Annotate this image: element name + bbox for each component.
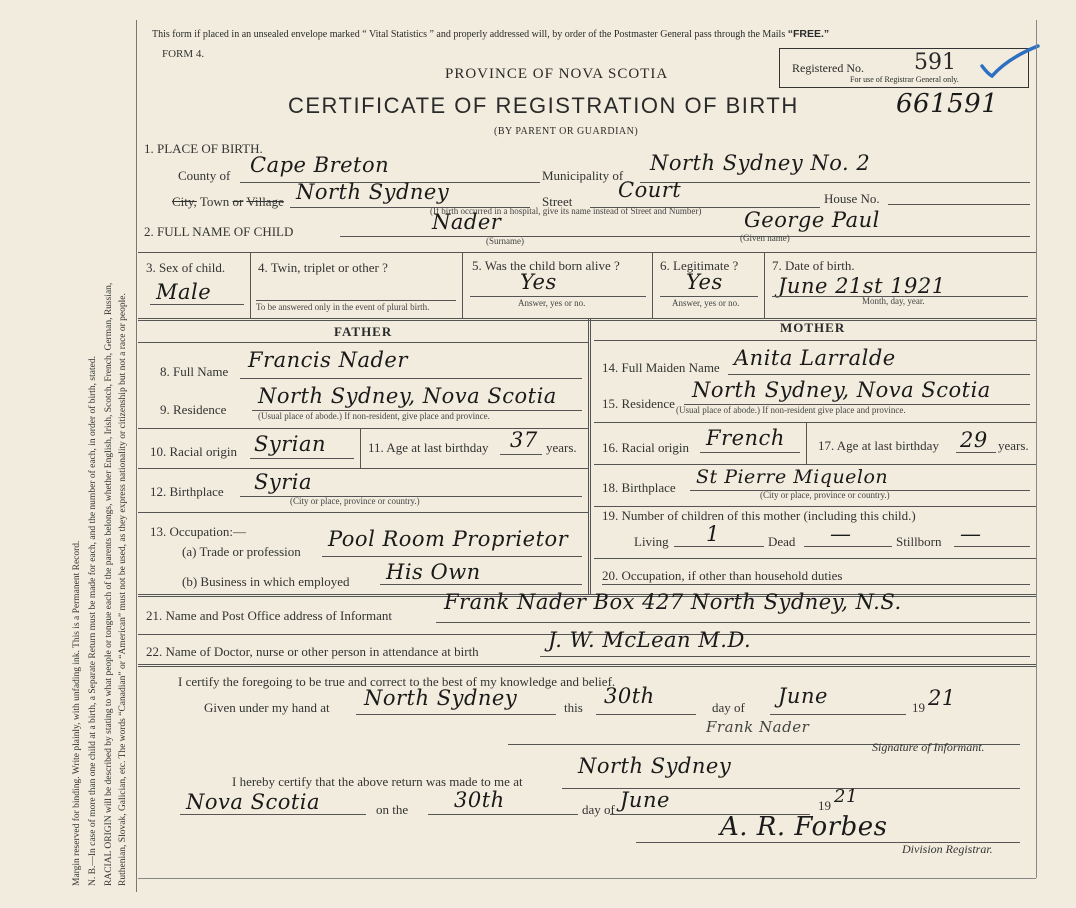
county-label: County of xyxy=(178,168,231,183)
side-note-1: Margin reserved for binding. Write plainly, with unfading ink. This is a Permanent Record. xyxy=(72,540,82,886)
mother-heading: MOTHER xyxy=(780,320,846,335)
province-heading: PROVINCE OF NOVA SCOTIA xyxy=(445,66,669,82)
father-birthplace: Syria xyxy=(254,470,313,494)
date-label: 7. Date of birth. xyxy=(772,258,855,273)
informant-signature-label: Signature of Informant. xyxy=(872,740,985,754)
sex-value: Male xyxy=(156,280,212,304)
mother-years: years. xyxy=(998,438,1029,453)
father-race: Syrian xyxy=(254,432,327,456)
mother-occupation-label: 20. Occupation, if other than household duties xyxy=(602,568,843,583)
father-name-label: 8. Full Name xyxy=(160,364,229,379)
father-birthplace-note: (City or place, province or country.) xyxy=(290,496,420,506)
mother-race-label: 16. Racial origin xyxy=(602,440,690,455)
legitimate-note: Answer, yes or no. xyxy=(672,298,740,308)
registrar-day-of-label: day of xyxy=(582,802,615,817)
registrar-signature: A. R. Forbes xyxy=(720,812,888,842)
form-number: FORM 4. xyxy=(162,48,205,60)
living-value: 1 xyxy=(706,522,720,546)
top-notice: This form if placed in an unsealed envelope marked “ Vital Statistics ” and properly addressed will, by order of the Postmaster General pass through the Mails “FREE.” xyxy=(152,28,830,40)
child-given-name: George Paul xyxy=(744,208,880,232)
mother-residence: North Sydney, Nova Scotia xyxy=(692,378,991,402)
registrar-month: June xyxy=(620,788,670,812)
legitimate-value: Yes xyxy=(686,270,723,294)
place-heading: 1. PLACE OF BIRTH. xyxy=(144,141,263,156)
hospital-note: (If birth occurred in a hospital, give its name instead of Street and Number) xyxy=(430,206,702,216)
registered-label: Registered No. xyxy=(792,61,864,75)
surname-note: (Surname) xyxy=(486,236,524,246)
twin-note: To be answered only in the event of plural birth. xyxy=(256,302,430,312)
margin-line xyxy=(136,20,137,892)
trade-value: Pool Room Proprietor xyxy=(328,527,569,551)
alive-value: Yes xyxy=(520,270,557,294)
day-of-label: day of xyxy=(712,700,745,715)
mother-birthplace-note: (City or place, province or country.) xyxy=(760,490,890,500)
mother-race: French xyxy=(706,426,785,450)
informant-label: 21. Name and Post Office address of Informant xyxy=(146,608,392,623)
registered-number: 591 xyxy=(914,50,956,75)
town-value: North Sydney xyxy=(296,180,450,204)
mother-age: 29 xyxy=(960,428,988,452)
alive-note: Answer, yes or no. xyxy=(518,298,586,308)
informant-value: Frank Nader Box 427 North Sydney, N.S. xyxy=(444,590,902,614)
father-birthplace-label: 12. Birthplace xyxy=(150,484,224,499)
street-label: Street xyxy=(542,194,573,209)
father-residence-note: (Usual place of abode.) If non-resident, give place and province. xyxy=(258,411,490,421)
registrar-title: Division Registrar. xyxy=(902,842,993,856)
mother-name: Anita Larralde xyxy=(734,346,896,370)
county-value: Cape Breton xyxy=(250,153,390,177)
date-value: June 21st 1921 xyxy=(778,274,946,298)
given-under-label: Given under my hand at xyxy=(204,700,330,715)
mother-age-label: 17. Age at last birthday xyxy=(818,438,939,453)
alive-label: 5. Was the child born alive ? xyxy=(472,258,620,273)
town-label: City, Town or Village xyxy=(172,194,284,209)
certificate-title: CERTIFICATE OF REGISTRATION OF BIRTH xyxy=(288,93,799,118)
year-suffix: 21 xyxy=(928,686,956,710)
mother-birthplace-label: 18. Birthplace xyxy=(602,480,676,495)
certificate-number: 661591 xyxy=(896,89,999,119)
date-note: Month, day, year. xyxy=(862,296,925,306)
given-day: 30th xyxy=(604,684,655,708)
father-residence-label: 9. Residence xyxy=(160,402,227,417)
stillborn-label: Stillborn xyxy=(896,534,942,549)
trade-label: (a) Trade or profession xyxy=(182,544,301,559)
registrar-statement: I hereby certify that the above return was made to me at xyxy=(232,774,523,789)
certificate-subtitle: (BY PARENT OR GUARDIAN) xyxy=(494,126,639,137)
father-race-label: 10. Racial origin xyxy=(150,444,238,459)
father-age: 37 xyxy=(510,428,538,452)
municipality-label: Municipality of xyxy=(542,168,624,183)
twin-label: 4. Twin, triplet or other ? xyxy=(258,260,388,275)
occupation-label: 13. Occupation:— xyxy=(150,524,247,539)
certify-statement: I certify the foregoing to be true and correct to the best of my knowledge and belief. xyxy=(178,674,616,689)
side-note-3: RACIAL ORIGIN will be described by stating to what people or tongue each of the parents belongs, whether English, Irish, Scotch, French, German, Russian, xyxy=(104,282,114,886)
informant-signature: Frank Nader xyxy=(706,718,810,736)
mother-residence-note: (Usual place of abode.) If non-resident give place and province. xyxy=(676,405,906,415)
legitimate-label: 6. Legitimate ? xyxy=(660,258,739,273)
given-place: North Sydney xyxy=(364,686,518,710)
child-name-label: 2. FULL NAME OF CHILD xyxy=(144,224,294,239)
child-surname: Nader xyxy=(432,210,502,234)
dead-value: — xyxy=(830,522,852,546)
registered-note: For use of Registrar General only. xyxy=(850,75,959,84)
registrar-place-2: Nova Scotia xyxy=(186,790,321,814)
father-age-label: 11. Age at last birthday xyxy=(368,440,489,455)
business-label: (b) Business in which employed xyxy=(182,574,350,589)
father-residence: North Sydney, Nova Scotia xyxy=(258,384,557,408)
mother-birthplace: St Pierre Miquelon xyxy=(696,466,889,488)
registrar-day: 30th xyxy=(454,788,505,812)
living-label: Living xyxy=(634,534,669,549)
stillborn-value: — xyxy=(960,522,982,546)
on-the-label: on the xyxy=(376,802,409,817)
children-label: 19. Number of children of this mother (including this child.) xyxy=(602,508,916,523)
house-label: House No. xyxy=(824,191,880,206)
side-note-4: Ruthenian, Slovak, Galician, etc. The words “Canadian” or “American” must not be used, as they express nationality or citizenship but not a race or people. xyxy=(118,293,128,886)
father-heading: FATHER xyxy=(334,324,393,339)
mother-residence-label: 15. Residence xyxy=(602,396,675,411)
dead-label: Dead xyxy=(768,534,796,549)
father-years: years. xyxy=(546,440,577,455)
street-value: Court xyxy=(618,178,682,202)
check-mark-icon xyxy=(978,44,1042,80)
registrar-year-suffix: 21 xyxy=(834,786,858,807)
year-prefix: 19 xyxy=(912,700,925,715)
business-value: His Own xyxy=(386,560,481,584)
doctor-label: 22. Name of Doctor, nurse or other person in attendance at birth xyxy=(146,644,479,659)
given-month: June xyxy=(778,684,828,708)
this-label: this xyxy=(564,700,583,715)
municipality-value: North Sydney No. 2 xyxy=(650,151,871,175)
given-name-note: (Given name) xyxy=(740,233,790,243)
mother-name-label: 14. Full Maiden Name xyxy=(602,360,720,375)
father-name: Francis Nader xyxy=(248,348,408,372)
registrar-year-prefix: 19 xyxy=(818,798,831,813)
registrar-place-1: North Sydney xyxy=(578,754,732,778)
doctor-value: J. W. McLean M.D. xyxy=(548,628,752,652)
side-note-2: N. B.—In case of more than one child at a birth, a Separate Return must be made for each, and the number of each, in order of birth, stated. xyxy=(88,356,98,886)
sex-label: 3. Sex of child. xyxy=(146,260,226,275)
